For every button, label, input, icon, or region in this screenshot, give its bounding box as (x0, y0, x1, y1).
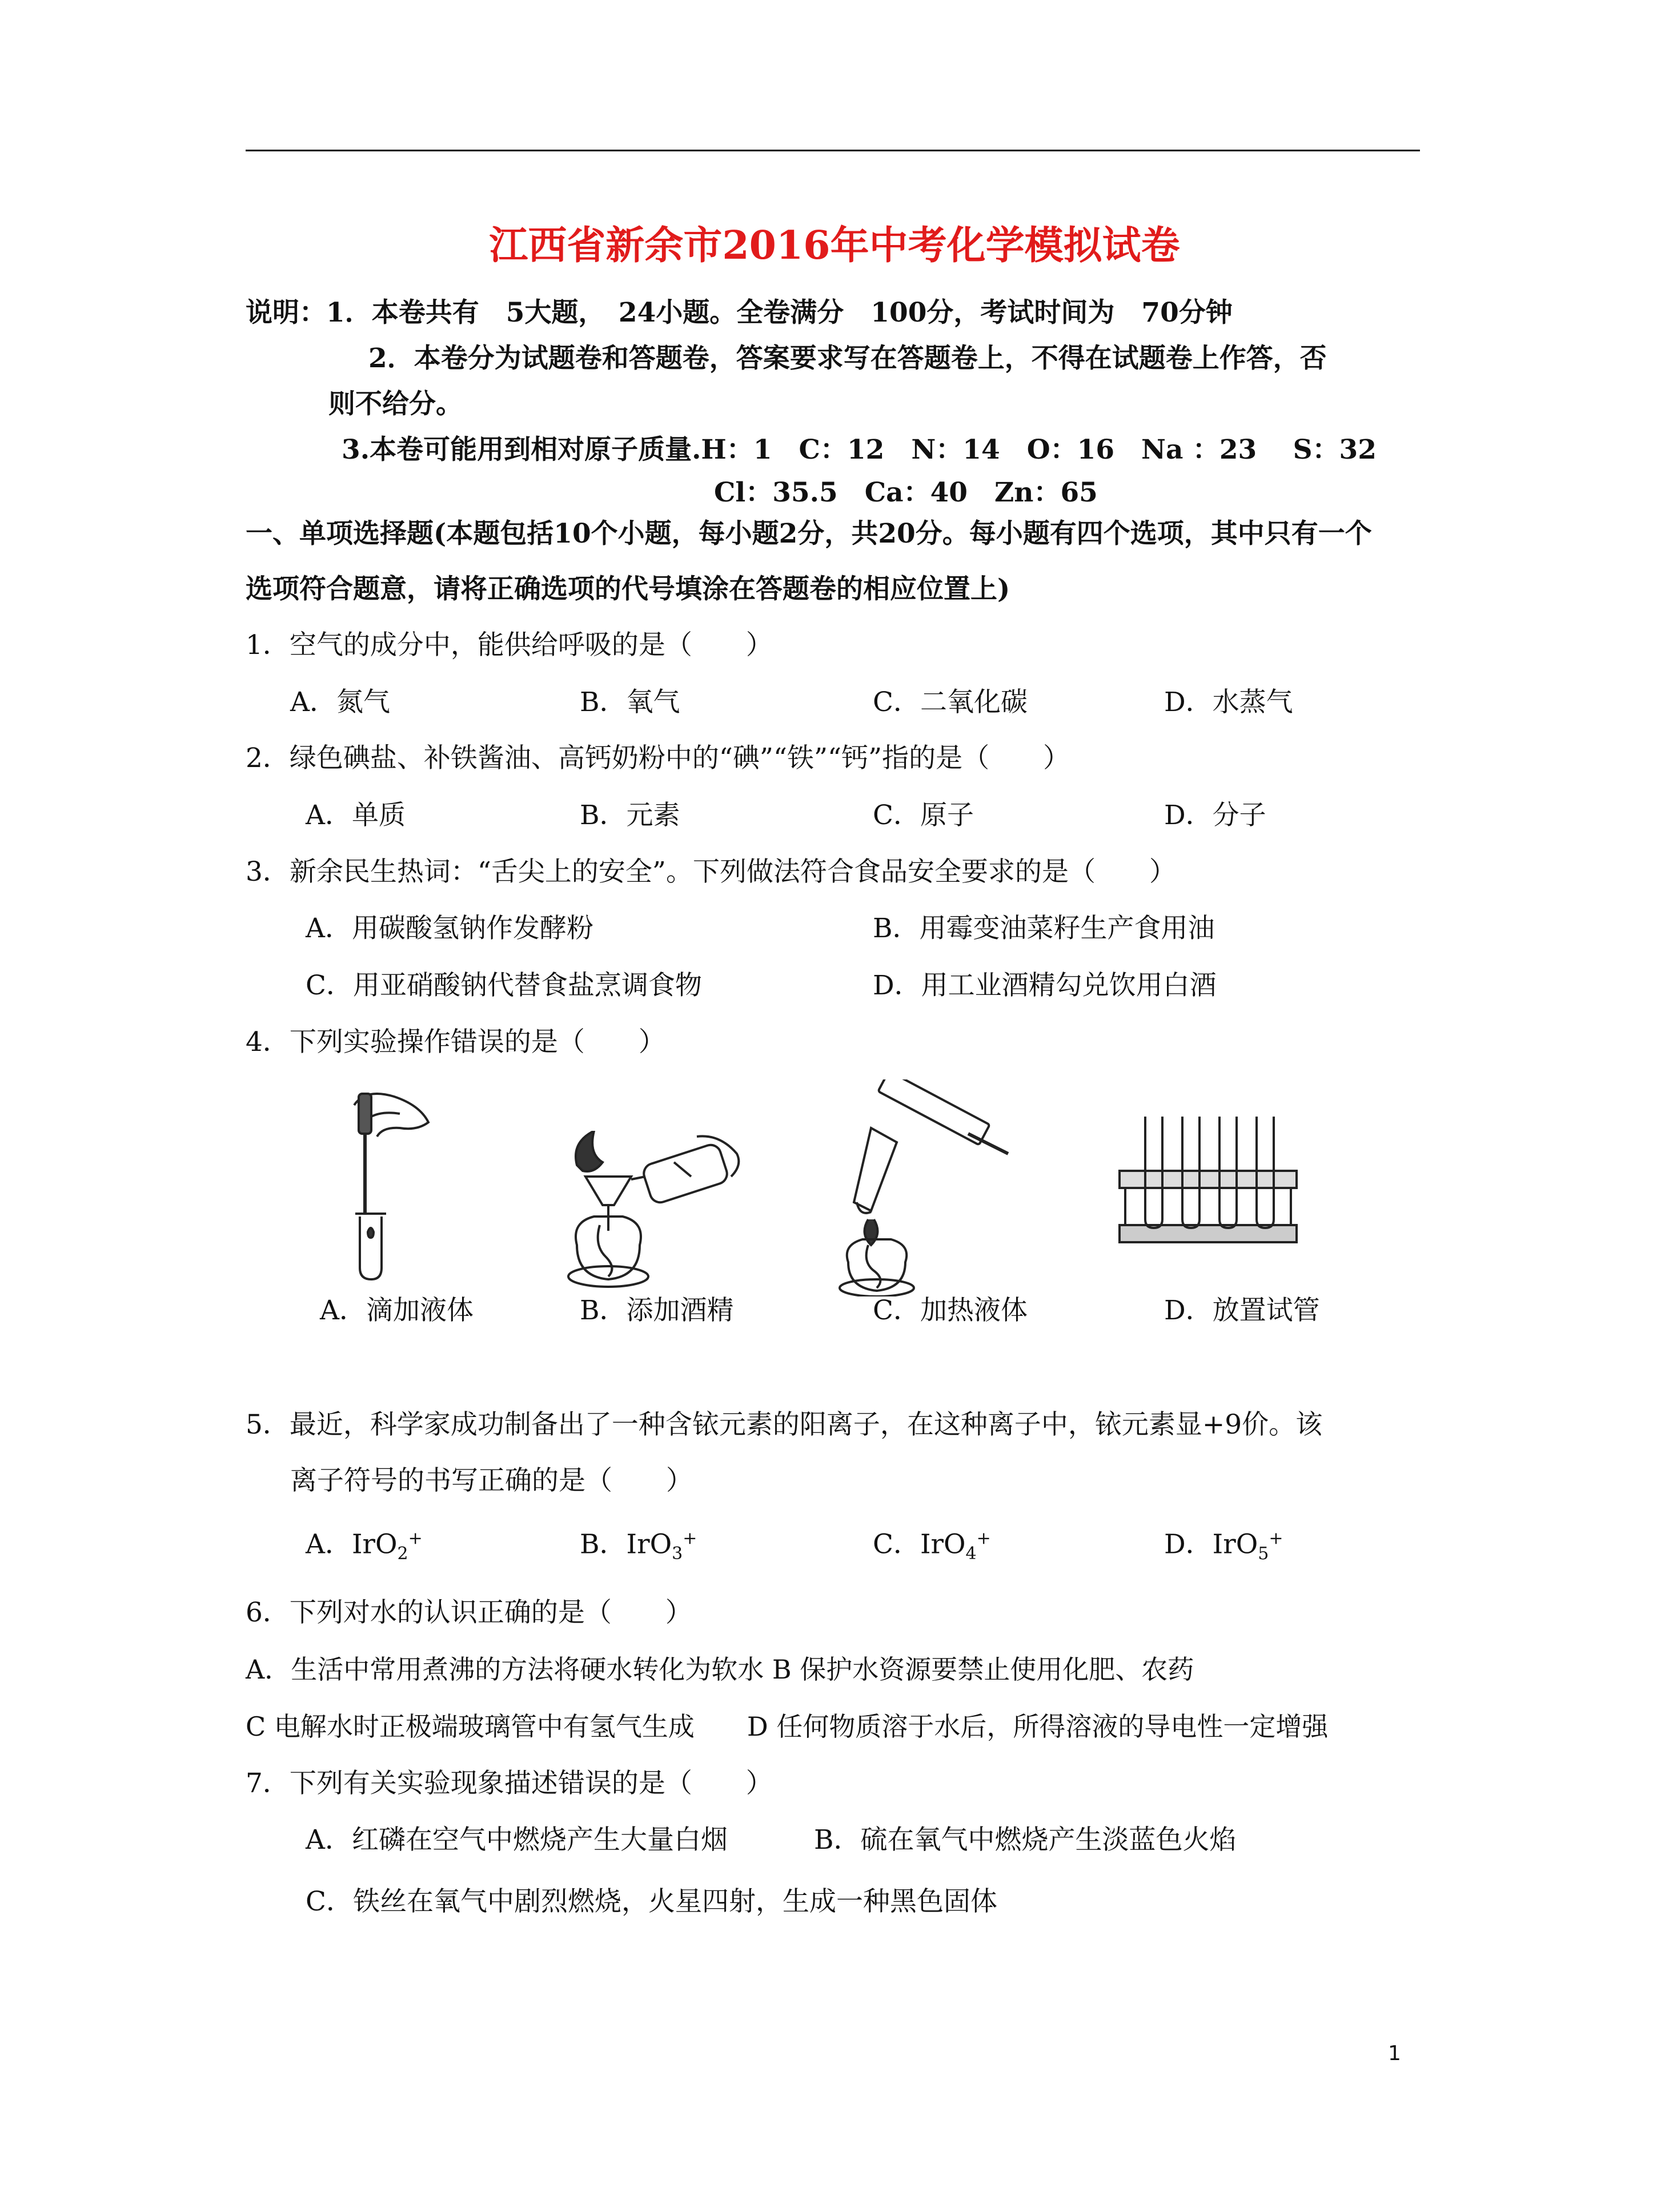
note-1: 说明：1．本卷共有 5大题， 24小题。全卷满分 100分，考试时间为 70分钟 (246, 297, 1233, 328)
q2-option-a: A．单质 (306, 800, 406, 831)
section-1-line-1: 一、单项选择题(本题包括10个小题，每小题2分，共20分。每小题有四个选项，其中只有一个 (246, 518, 1372, 549)
q7-option-a: A．红磷在空气中燃烧产生大量白烟 (306, 1824, 728, 1856)
question-6-stem: 6．下列对水的认识正确的是（ ） (246, 1597, 692, 1628)
figure-test-tube-rack (1114, 1111, 1302, 1248)
header-rule (246, 150, 1420, 151)
q4-option-d: D．放置试管 (1164, 1295, 1320, 1326)
question-3-stem: 3．新余民生热词：“舌尖上的安全”。下列做法符合食品安全要求的是（ ） (246, 856, 1176, 888)
q3-option-b: B．用霉变油菜籽生产食用油 (873, 913, 1215, 944)
q1-option-d: D．水蒸气 (1164, 687, 1293, 718)
q5-option-d: D．IrO$_5$+ (1164, 1528, 1283, 1564)
question-1-stem: 1．空气的成分中，能供给呼吸的是（ ） (246, 629, 773, 661)
q5-option-c: C．IrO$_4$+ (873, 1528, 991, 1564)
question-4-stem: 4．下列实验操作错误的是（ ） (246, 1026, 665, 1058)
q6-options-cd: C 电解水时正极端玻璃管中有氢气生成 D 任何物质溶于水后，所得溶液的导电性一定增强 (246, 1711, 1329, 1742)
q1-option-b: B．氧气 (580, 687, 680, 718)
question-5-stem-2: 离子符号的书写正确的是（ ） (290, 1465, 693, 1496)
q4-option-a: A．滴加液体 (320, 1295, 474, 1326)
q1-option-c: C．二氧化碳 (873, 687, 1028, 718)
q7-option-c: C．铁丝在氧气中剧烈燃烧，火星四射，生成一种黑色固体 (306, 1886, 997, 1917)
q4-option-b: B．添加酒精 (580, 1295, 734, 1326)
q3-option-d: D．用工业酒精勾兑饮用白酒 (873, 970, 1217, 1001)
question-7-stem: 7．下列有关实验现象描述错误的是（ ） (246, 1768, 773, 1799)
section-1-line-2: 选项符合题意，请将正确选项的代号填涂在答题卷的相应位置上) (246, 573, 1010, 605)
q6-options-ab: A．生活中常用煮沸的方法将硬水转化为软水 B 保护水资源要禁止使用化肥、农药 (246, 1654, 1194, 1685)
q5-option-a: A．IrO$_2$+ (306, 1528, 423, 1564)
note-2a: 2．本卷分为试题卷和答题卷，答案要求写在答题卷上，不得在试题卷上作答，否 (368, 343, 1327, 374)
q3-option-a: A．用碳酸氢钠作发酵粉 (306, 913, 593, 944)
q2-option-b: B．元素 (580, 800, 680, 831)
page-number: 1 (1388, 2042, 1401, 2065)
q2-option-c: C．原子 (873, 800, 974, 831)
q5-option-b: B．IrO$_3$+ (580, 1528, 697, 1564)
note-2b: 则不给分。 (328, 388, 463, 420)
figure-adding-alcohol (560, 1131, 754, 1296)
question-2-stem: 2．绿色碘盐、补铁酱油、高钙奶粉中的“碘”“铁”“钙”指的是（ ） (246, 742, 1070, 774)
q7-option-b: B．硫在氧气中燃烧产生淡蓝色火焰 (814, 1824, 1237, 1856)
note-3a: 3.本卷可能用到相对原子质量.H：1 C：12 N：14 O：16 Na ：23 S：32 (342, 434, 1377, 465)
note-3b: Cl：35.5 Ca：40 Zn：65 (714, 477, 1098, 508)
q4-option-c: C．加热液体 (873, 1295, 1028, 1326)
q3-option-c: C．用亚硝酸钠代替食盐烹调食物 (306, 970, 702, 1001)
figure-heating-liquid (837, 1079, 1031, 1296)
figure-dropping-liquid (320, 1082, 446, 1288)
q1-option-a: A．氮气 (290, 687, 390, 718)
page-title: 江西省新余市2016年中考化学模拟试卷 (489, 223, 1180, 268)
q2-option-d: D．分子 (1164, 800, 1266, 831)
question-5-stem-1: 5．最近，科学家成功制备出了一种含铱元素的阳离子，在这种离子中，铱元素显+9价。该 (246, 1409, 1323, 1440)
